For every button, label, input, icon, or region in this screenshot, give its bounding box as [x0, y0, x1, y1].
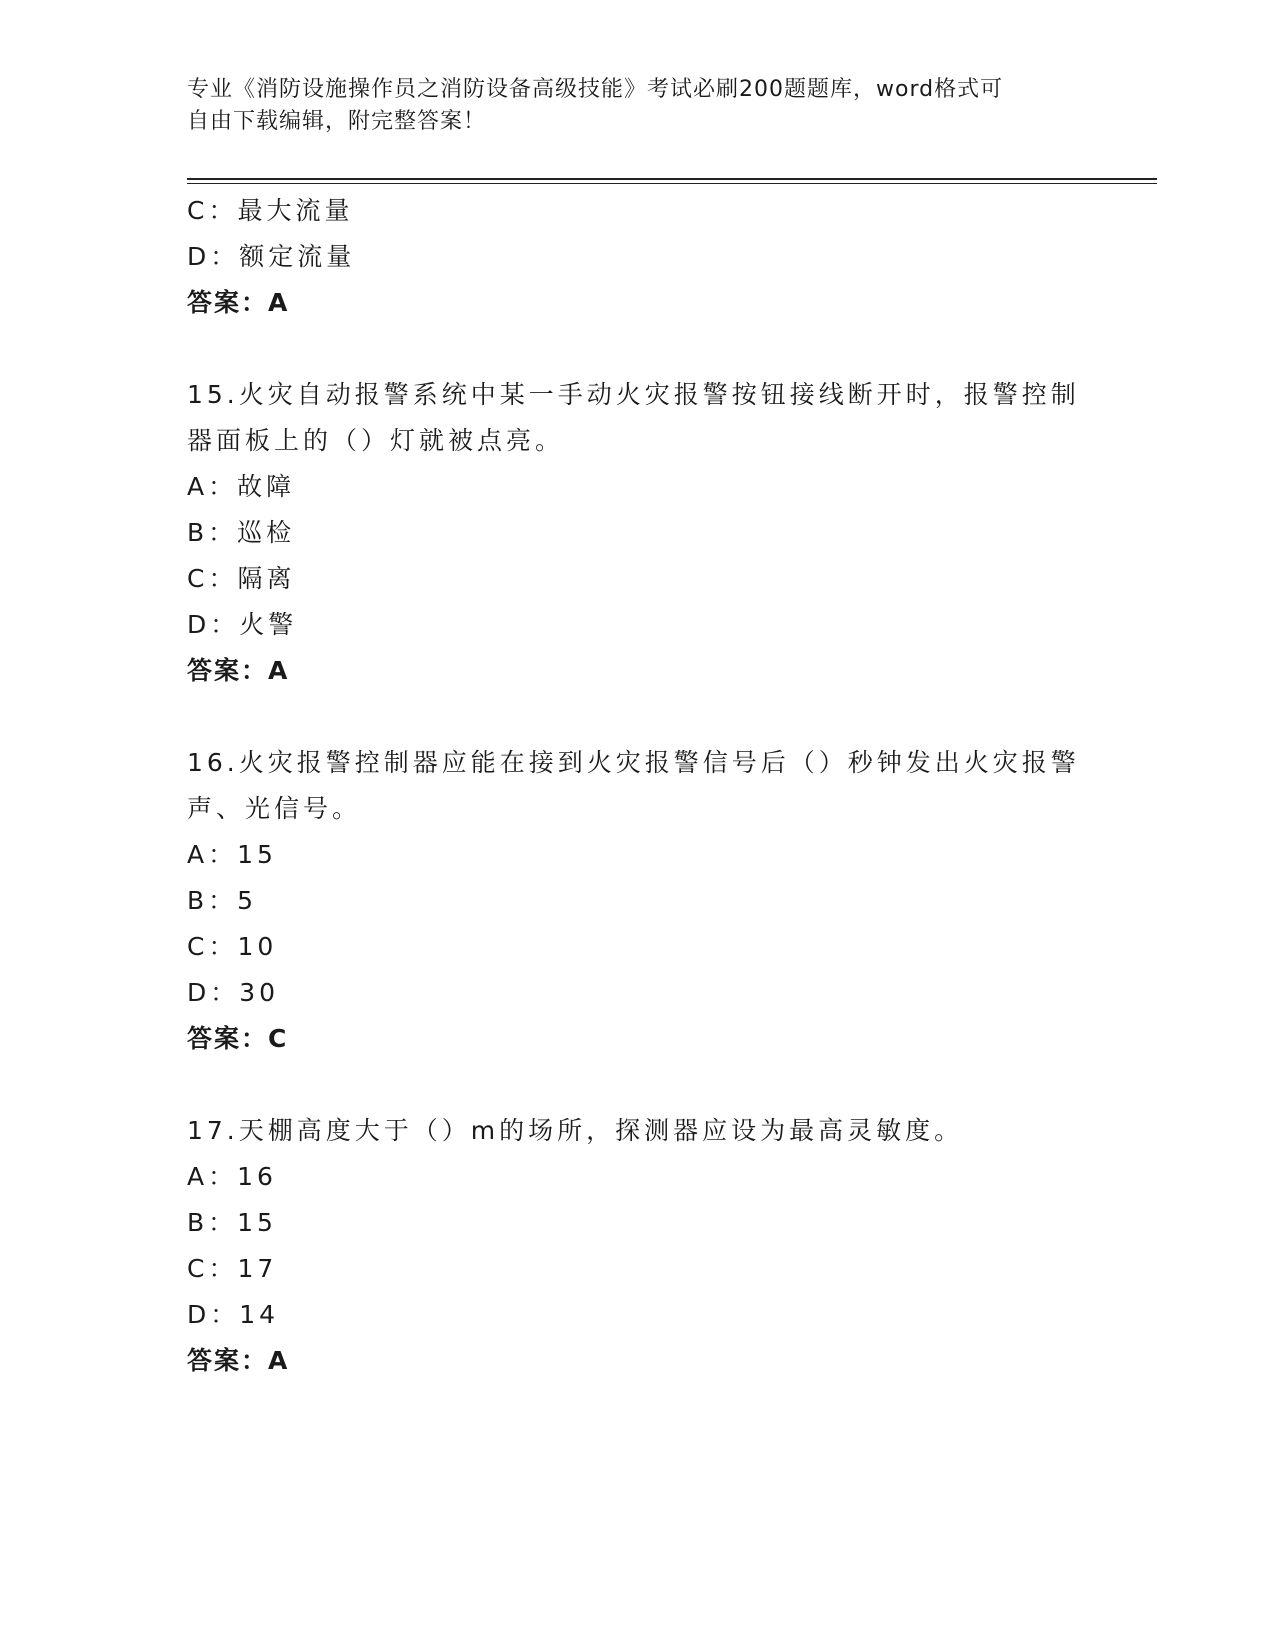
answer-line: 答案：C: [187, 1024, 289, 1053]
answer-line: 答案：A: [187, 656, 290, 685]
question-stem-cont: 声、光信号。: [187, 794, 362, 823]
question-stem-cont: 器面板上的（）灯就被点亮。: [187, 426, 565, 455]
question-17: [187, 1108, 1087, 1384]
document-body: [187, 188, 1087, 1384]
question-stem: 15.火灾自动报警系统中某一手动火灾报警按钮接线断开时，报警控制: [187, 380, 1080, 409]
header-line-2: 自由下载编辑，附完整答案！: [187, 109, 487, 134]
spacer: [187, 326, 1087, 372]
option-b: B：15: [187, 1208, 277, 1237]
prev-question: [187, 188, 1087, 326]
option-d: D：14: [187, 1300, 280, 1329]
option-d: D：30: [187, 978, 280, 1007]
option-c: C：10: [187, 932, 278, 961]
question-stem: 16.火灾报警控制器应能在接到火灾报警信号后（）秒钟发出火灾报警: [187, 748, 1080, 777]
answer-line: 答案：A: [187, 1346, 290, 1375]
question-15: [187, 372, 1087, 694]
option-a: A：故障: [187, 472, 296, 501]
header-divider-thick: [187, 178, 1157, 180]
header-divider-thin: [187, 183, 1157, 184]
option-c: C：最大流量: [187, 196, 354, 225]
option-c: C：隔离: [187, 564, 296, 593]
option-d: D：火警: [187, 610, 298, 639]
spacer: [187, 694, 1087, 740]
spacer: [187, 1062, 1087, 1108]
option-a: A：16: [187, 1162, 277, 1191]
answer-line: 答案：A: [187, 288, 290, 317]
document-header: [187, 74, 1067, 138]
question-16: [187, 740, 1087, 1062]
question-stem: 17.天棚高度大于（）m的场所，探测器应设为最高灵敏度。: [187, 1116, 964, 1145]
option-b: B：巡检: [187, 518, 296, 547]
option-b: B：5: [187, 886, 258, 915]
option-c: C：17: [187, 1254, 278, 1283]
option-a: A：15: [187, 840, 277, 869]
header-line-1: 专业《消防设施操作员之消防设备高级技能》考试必刷200题题库，word格式可: [187, 77, 1004, 102]
option-d: D：额定流量: [187, 242, 356, 271]
